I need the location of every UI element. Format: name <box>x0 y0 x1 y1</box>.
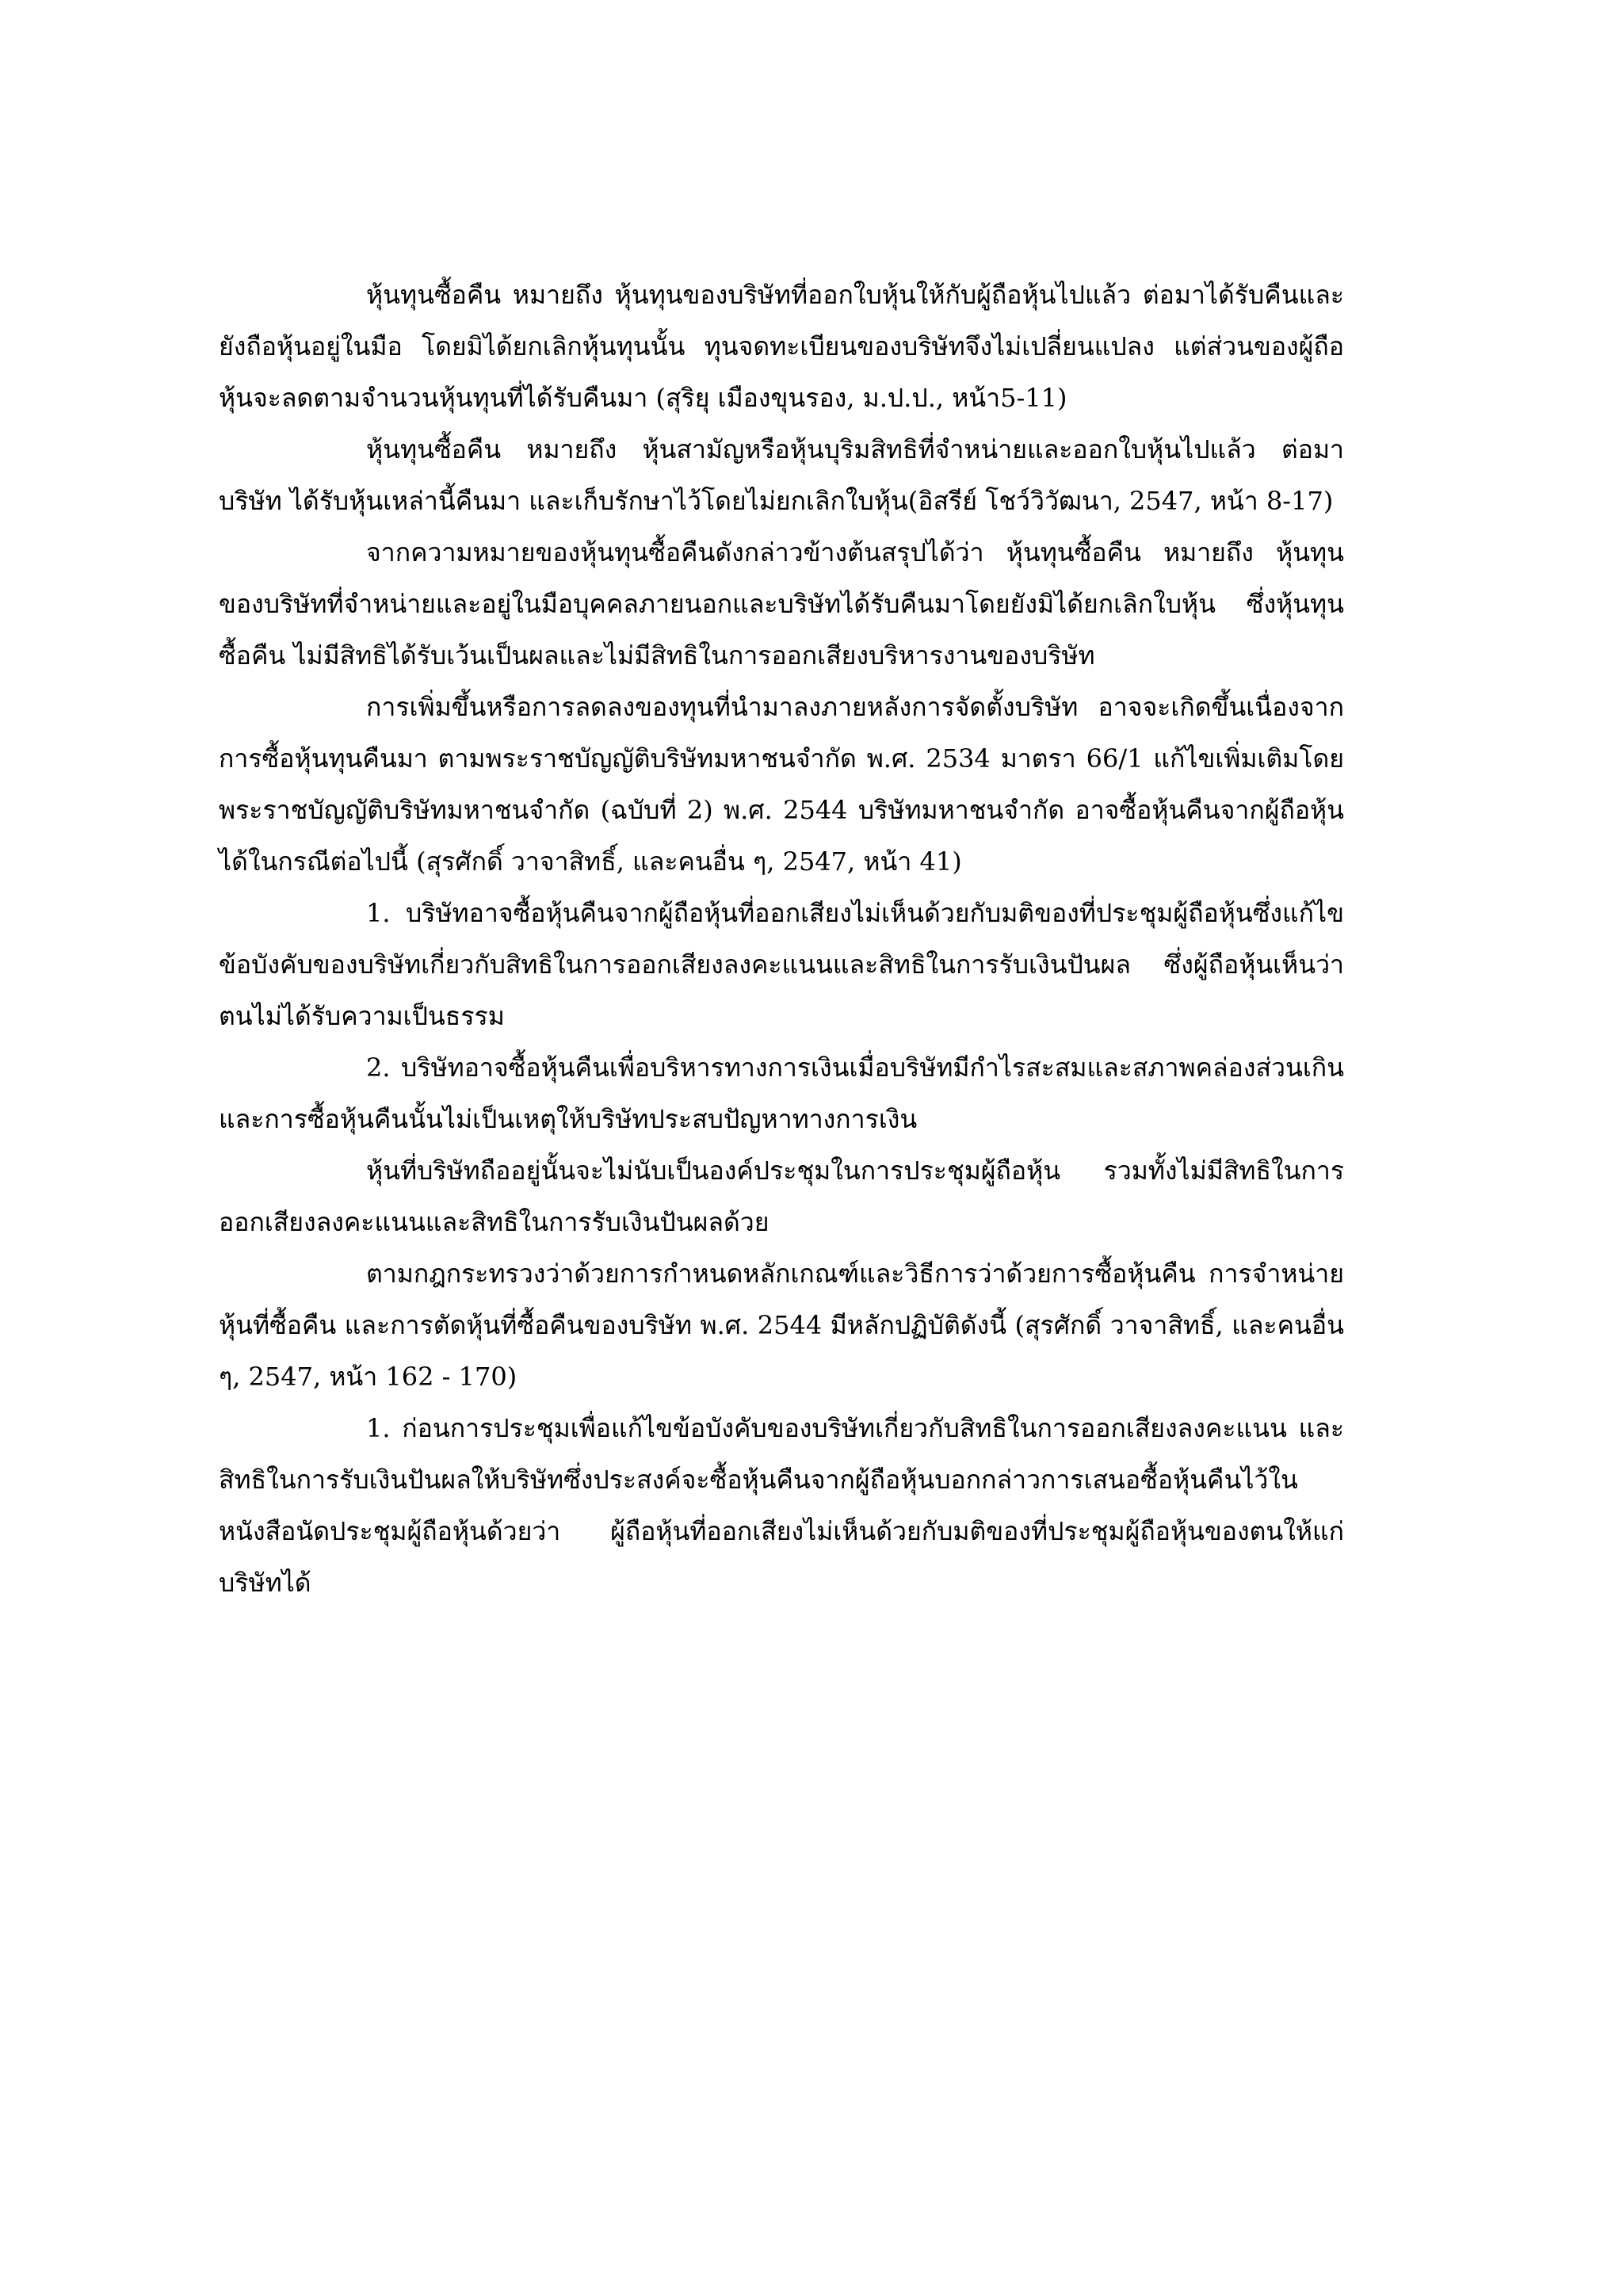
paragraph-definition-summary: จากความหมายของหุ้นทุนซื้อคืนดังกล่าวข้างต้นสรุปได้ว่า หุ้นทุนซื้อคืน หมายถึง หุ้นทุนของบริษัทที่จำหน่ายและอยู่ในมือบุคคลภายนอกและบริษัทได้รับคืนมาโดยยังมิได้ยกเลิกใบหุ้น ซึ่งหุ้นทุนซื้อคืน ไม่มีสิทธิได้รับเว้นเป็นผลและไม่มีสิทธิในการออกเสียงบริหารงานของบริษัท <box>219 537 1344 670</box>
paragraph-case-2: 2. บริษัทอาจซื้อหุ้นคืนเพื่อบริหารทางการเงินเมื่อบริษัทมีกำไรสะสมและสภาพคล่องส่วนเกิน และการซื้อหุ้นคืนนั้นไม่เป็นเหตุให้บริษัทประสบปัญหาทางการเงิน <box>219 1052 1344 1134</box>
document-body <box>219 269 1344 1609</box>
paragraph-procedure-1: 1. ก่อนการประชุมเพื่อแก้ไขข้อบังคับของบริษัทเกี่ยวกับสิทธิในการออกเสียงลงคะแนน และสิทธิในการรับเงินปันผลให้บริษัทซึ่งประสงค์จะซื้อหุ้นคืนจากผู้ถือหุ้นบอกกล่าวการเสนอซื้อหุ้นคืนไว้ในหนังสือนัดประชุมผู้ถือหุ้นด้วยว่า ผู้ถือหุ้นที่ออกเสียงไม่เห็นด้วยกับมติของที่ประชุมผู้ถือหุ้นของตนให้แก่บริษัทได้ <box>219 1413 1344 1598</box>
paragraph-treasury-stock-definition-1: หุ้นทุนซื้อคืน หมายถึง หุ้นทุนของบริษัทที่ออกใบหุ้นให้กับผู้ถือหุ้นไปแล้ว ต่อมาได้รับคืนและยังถือหุ้นอยู่ในมือ โดยมิได้ยกเลิกหุ้นทุนนั้น ทุนจดทะเบียนของบริษัทจึงไม่เปลี่ยนแปลง แต่ส่วนของผู้ถือหุ้นจะลดตามจำนวนหุ้นทุนที่ได้รับคืนมา (สุริยุ เมืองขุนรอง, ม.ป.ป., หน้า5-11) <box>219 280 1344 413</box>
paragraph-capital-change-law: การเพิ่มขึ้นหรือการลดลงของทุนที่นำมาลงภายหลังการจัดตั้งบริษัท อาจจะเกิดขึ้นเนื่องจากการซื้อหุ้นทุนคืนมา ตามพระราชบัญญัติบริษัทมหาชนจำกัด พ.ศ. 2534 มาตรา 66/1 แก้ไขเพิ่มเติมโดย พระราชบัญญัติบริษัทมหาชนจำกัด (ฉบับที่ 2) พ.ศ. 2544 บริษัทมหาชนจำกัด อาจซื้อหุ้นคืนจากผู้ถือหุ้นได้ในกรณีต่อไปนี้ (สุรศักดิ์ วาจาสิทธิ์, และคนอื่น ๆ, 2547, หน้า 41) <box>219 692 1344 877</box>
paragraph-case-1: 1. บริษัทอาจซื้อหุ้นคืนจากผู้ถือหุ้นที่ออกเสียงไม่เห็นด้วยกับมติของที่ประชุมผู้ถือหุ้นซึ่งแก้ไขข้อบังคับของบริษัทเกี่ยวกับสิทธิในการออกเสียงลงคะแนนและสิทธิในการรับเงินปันผล ซึ่งผู้ถือหุ้นเห็นว่าตนไม่ได้รับความเป็นธรรม <box>219 898 1344 1031</box>
paragraph-quorum-rule: หุ้นที่บริษัทถืออยู่นั้นจะไม่นับเป็นองค์ประชุมในการประชุมผู้ถือหุ้น รวมทั้งไม่มีสิทธิในการออกเสียงลงคะแนนและสิทธิในการรับเงินปันผลด้วย <box>219 1156 1344 1237</box>
paragraph-treasury-stock-definition-2: หุ้นทุนซื้อคืน หมายถึง หุ้นสามัญหรือหุ้นบุริมสิทธิที่จำหน่ายและออกใบหุ้นไปแล้ว ต่อมาบริษัท ได้รับหุ้นเหล่านี้คืนมา และเก็บรักษาไว้โดยไม่ยกเลิกใบหุ้น(อิสรีย์ โชว์วิวัฒนา, 2547, หน้า 8-17) <box>219 434 1344 516</box>
paragraph-ministerial-regulation: ตามกฎกระทรวงว่าด้วยการกำหนดหลักเกณฑ์และวิธีการว่าด้วยการซื้อหุ้นคืน การจำหน่ายหุ้นที่ซื้อคืน และการตัดหุ้นที่ซื้อคืนของบริษัท พ.ศ. 2544 มีหลักปฏิบัติดังนี้ (สุรศักดิ์ วาจาสิทธิ์, และคนอื่น ๆ, 2547, หน้า 162 - 170) <box>219 1259 1344 1392</box>
